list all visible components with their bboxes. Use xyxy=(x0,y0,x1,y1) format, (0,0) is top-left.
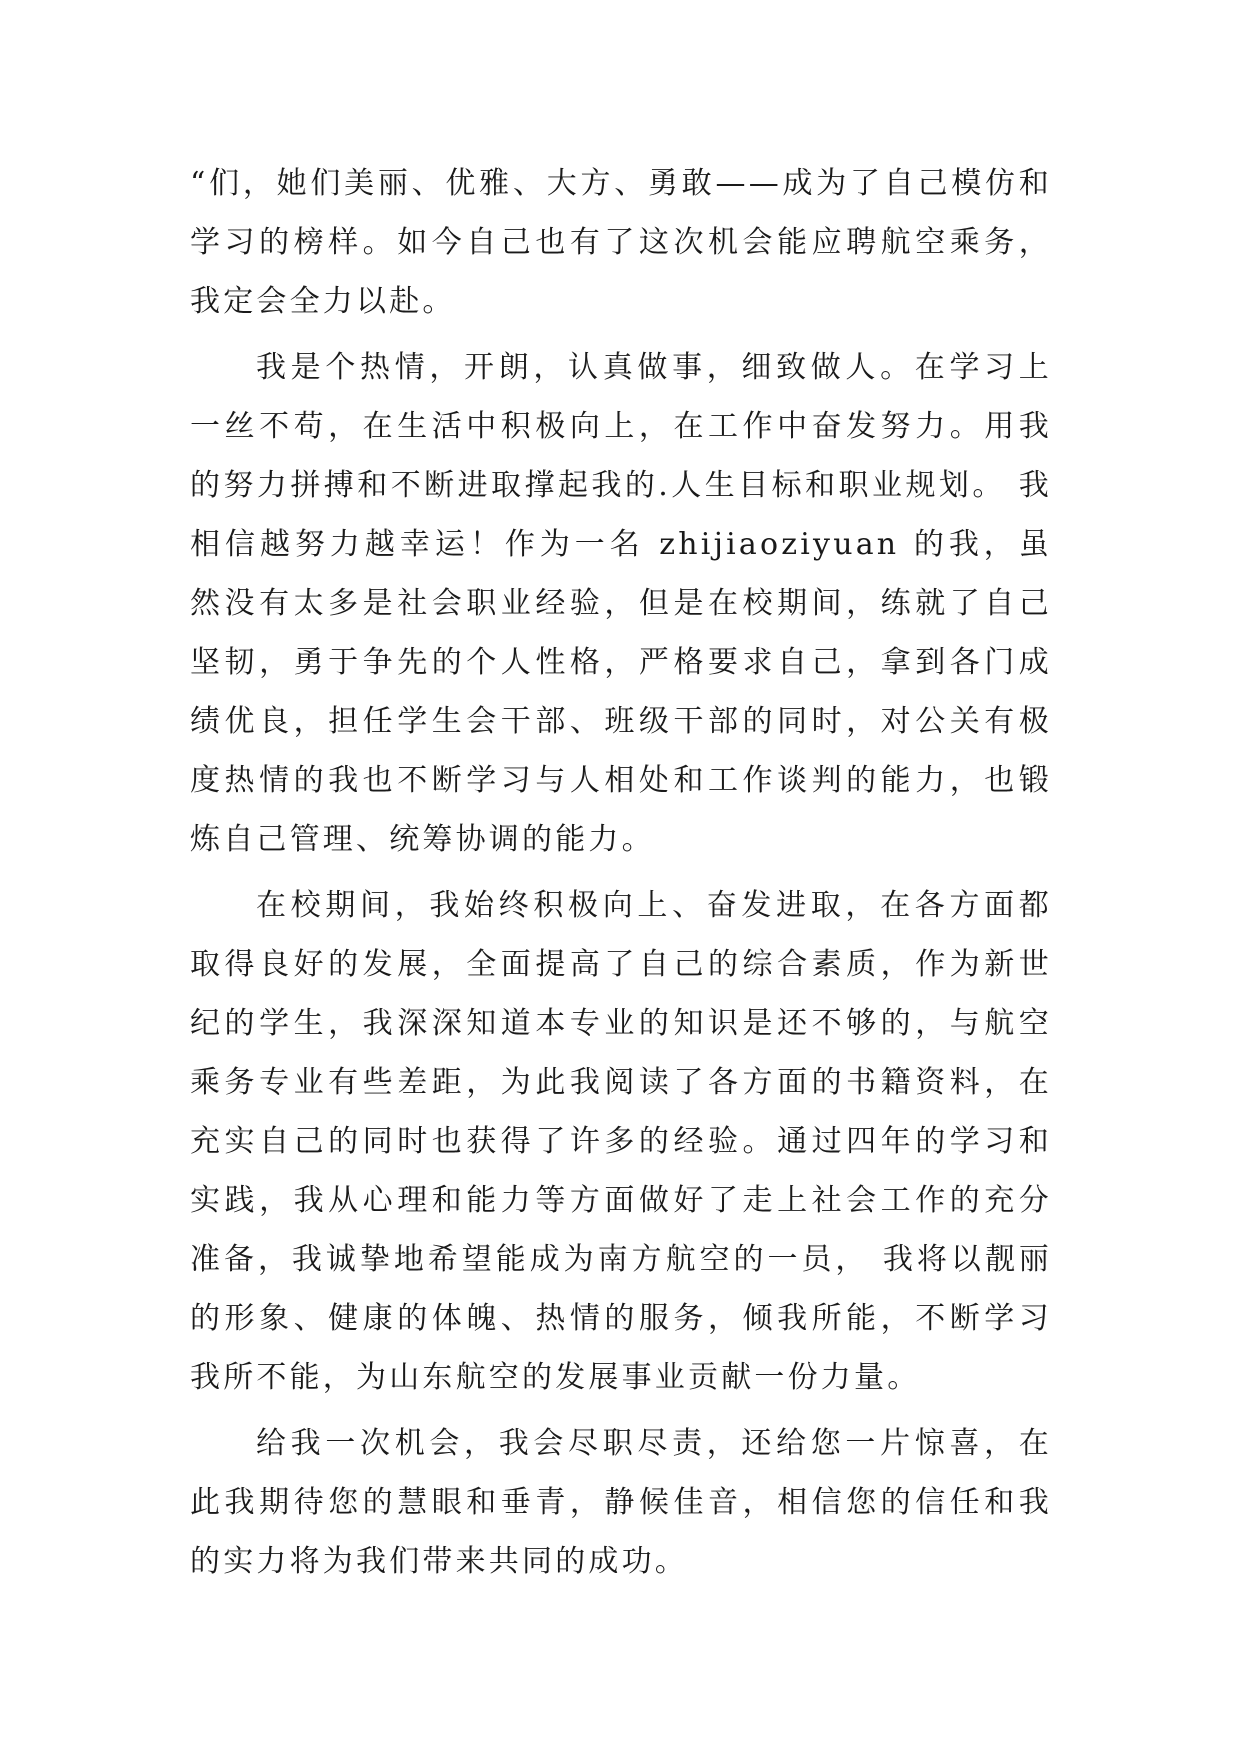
paragraph-3: 在校期间，我始终积极向上、奋发进取，在各方面都取得良好的发展，全面提高了自己的综合素质，作为新世纪的学生，我深深知道本专业的知识是还不够的，与航空乘务专业有些差距，为此我阅读了各方面的书籍资料，在充实自己的同时也获得了许多的经验。通过四年的学习和实践，我从心理和能力等方面做好了走上社会工作的充分准备，我诚挚地希望能成为南方航空的一员， 我将以靓丽的形象、健康的体魄、热情的服务，倾我所能，不断学习我所不能，为山东航空的发展事业贡献一份力量。 xyxy=(190,888,1052,1395)
paragraph-1: “们，她们美丽、优雅、大方、勇敢——成为了自己模仿和学习的榜样。如今自己也有了这次机会能应聘航空乘务，我定会全力以赴。 xyxy=(190,166,1052,319)
paragraph-2: 我是个热情，开朗，认真做事，细致做人。在学习上一丝不苟，在生活中积极向上，在工作中奋发努力。用我的努力拼搏和不断进取撑起我的.人生目标和职业规划。 我相信越努力越幸运！作为一名 zhijiaoziyuan 的我，虽然没有太多是社会职业经验，但是在校期间，练就了自己坚韧，勇于争先的个人性格，严格要求自己，拿到各门成绩优良，担任学生会干部、班级干部的同时，对公关有极度热情的我也不断学习与人相处和工作谈判的能力，也锻炼自己管理、统筹协调的能力。 xyxy=(190,350,1052,857)
document-body xyxy=(190,154,1052,1598)
paragraph-4: 给我一次机会，我会尽职尽责，还给您一片惊喜，在此我期待您的慧眼和垂青，静候佳音，相信您的信任和我的实力将为我们带来共同的成功。 xyxy=(190,1426,1052,1579)
